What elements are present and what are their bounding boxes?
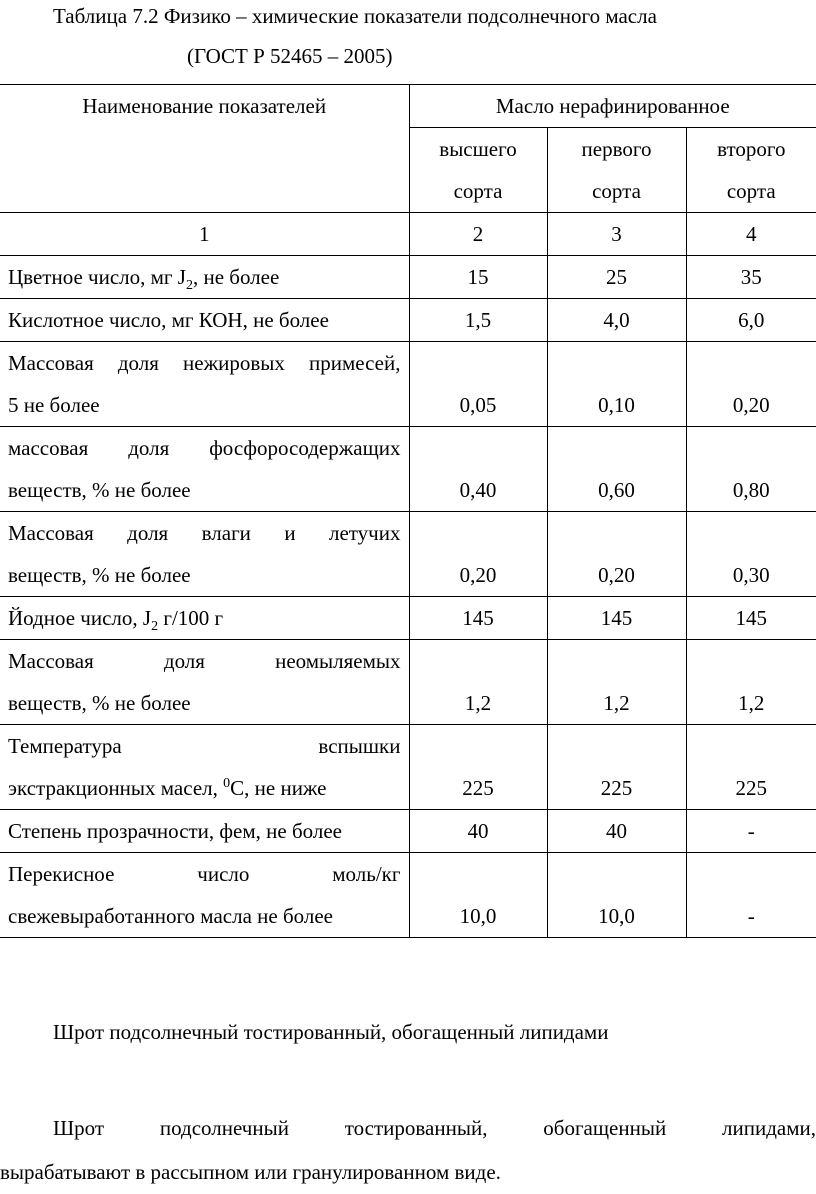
col-number: 2 xyxy=(409,213,547,256)
row-label: Степень прозрачности, фем, не более xyxy=(0,810,409,853)
table-header-row xyxy=(0,85,816,128)
row-value: - xyxy=(686,810,816,853)
row-value: 6,0 xyxy=(686,299,816,342)
table-row xyxy=(0,256,816,299)
row-value: 0,20 xyxy=(409,512,547,597)
row-value: 0,80 xyxy=(686,427,816,512)
row-value: 225 xyxy=(409,725,547,810)
row-value: 40 xyxy=(409,810,547,853)
row-label: Цветное число, мг $J_2$, не более xyxy=(0,256,409,299)
row-value: 1,2 xyxy=(686,640,816,725)
body-line-2: вырабатывают в рассыпном или гранулированном виде. xyxy=(0,1160,501,1184)
table-row xyxy=(0,810,816,853)
row-value: 0,40 xyxy=(409,427,547,512)
table-number-row xyxy=(0,213,816,256)
row-label: Температура вспышки экстракционных масел, $^0$С, не ниже xyxy=(0,725,409,810)
row-label: Кислотное число, мг КОН, не более xyxy=(0,299,409,342)
row-value: - xyxy=(686,853,816,938)
row-value: 145 xyxy=(686,597,816,640)
table-caption-line2: (ГОСТ Р 52465 – 2005) xyxy=(187,44,393,68)
body-line-1: Шрот подсолнечный тостированный, обогащенный липидами, xyxy=(53,1116,816,1140)
row-label: Йодное число, $J_2$ г/100 г xyxy=(0,597,409,640)
table-caption-line1: Таблица 7.2 Физико – химические показатели подсолнечного масла xyxy=(53,4,657,28)
row-value: 15 xyxy=(409,256,547,299)
table-row xyxy=(0,853,816,938)
row-value: 145 xyxy=(409,597,547,640)
row-value: 0,30 xyxy=(686,512,816,597)
body-paragraph xyxy=(0,1106,816,1194)
row-value: 0,20 xyxy=(686,342,816,427)
oil-indicators-table xyxy=(0,84,816,938)
header-name-column: Наименование показателей xyxy=(0,85,409,213)
section-heading: Шрот подсолнечный тостированный, обогащенный липидами xyxy=(53,1020,609,1044)
table-row xyxy=(0,299,816,342)
row-value: 25 xyxy=(547,256,686,299)
row-value: 0,20 xyxy=(547,512,686,597)
row-value: 4,0 xyxy=(547,299,686,342)
row-label: Массовая доля влаги и летучих веществ, % не более xyxy=(0,512,409,597)
row-value: 225 xyxy=(547,725,686,810)
table-row xyxy=(0,640,816,725)
row-label: Массовая доля неомыляемых веществ, % не более xyxy=(0,640,409,725)
col-number: 3 xyxy=(547,213,686,256)
row-label: массовая доля фосфоросодержащих веществ, % не более xyxy=(0,427,409,512)
row-value: 0,10 xyxy=(547,342,686,427)
row-value: 35 xyxy=(686,256,816,299)
row-value: 145 xyxy=(547,597,686,640)
row-value: 40 xyxy=(547,810,686,853)
table-row xyxy=(0,512,816,597)
table-row xyxy=(0,342,816,427)
header-grade-3: второго сорта xyxy=(686,128,816,213)
header-grade-1: высшего сорта xyxy=(409,128,547,213)
table-row xyxy=(0,725,816,810)
row-value: 1,2 xyxy=(547,640,686,725)
row-value: 0,05 xyxy=(409,342,547,427)
row-value: 10,0 xyxy=(547,853,686,938)
col-number: 1 xyxy=(0,213,409,256)
row-value: 1,2 xyxy=(409,640,547,725)
row-value: 1,5 xyxy=(409,299,547,342)
header-group: Масло нерафинированное xyxy=(409,85,816,128)
table-row xyxy=(0,427,816,512)
row-label: Перекисное число моль/кг свежевыработанного масла не более xyxy=(0,853,409,938)
row-label: Массовая доля нежировых примесей, 5 не более xyxy=(0,342,409,427)
row-value: 225 xyxy=(686,725,816,810)
row-value: 10,0 xyxy=(409,853,547,938)
col-number: 4 xyxy=(686,213,816,256)
table-row xyxy=(0,597,816,640)
header-grade-2: первого сорта xyxy=(547,128,686,213)
row-value: 0,60 xyxy=(547,427,686,512)
